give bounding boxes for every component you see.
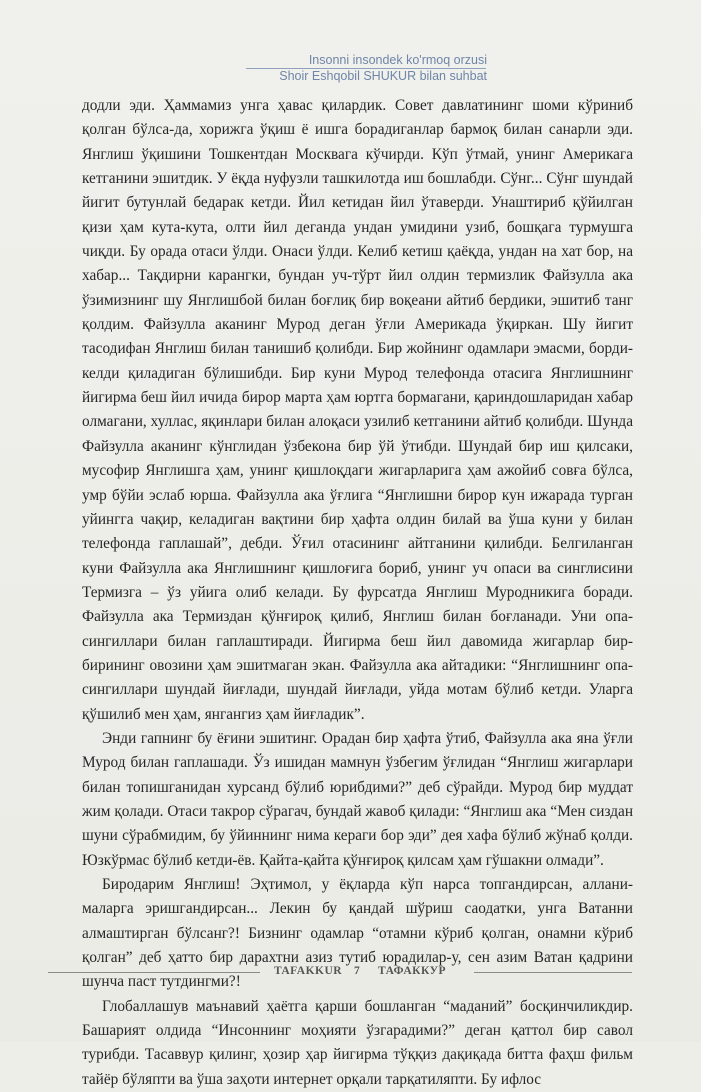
page-footer xyxy=(48,963,632,983)
header-subtitle: Shoir Eshqobil SHUKUR bilan suhbat xyxy=(279,69,487,83)
footer-rule-right xyxy=(474,972,632,973)
paragraph: додли эди. Ҳаммамиз унга ҳавас қилардик. Совет давлатининг шоми кўриниб қолган бўлса-да, хорижга ўқиш ё ишга борадиганлар бармоқ билан санарли эди. Янглиш ўқишини Тошкентдан Москвага кўчирди. Кўп ўтмай, унинг Америкага кетганини эшитдик. У ёқда нуфузли ташкилотда иш бошлабди. Сўнг... Сўнг шундай йигит бутунлай бедарак кетди. Йил кетидан йил ўтаверди. Унаштириб қўйилган қизи ҳам кута-кута, олти йил деганда ундан умидини узиб, бошқага турмушга чиқди. Бу орада отаси ўлди. Онаси ўлди. Келиб кетиш қаёқда, ундан на хат бор, на хабар... Тақдирни карангки, бундан уч-тўрт йил олдин термизлик Файзулла ака ўзимизнинг шу Янглишбой билан боғлиқ бир воқеани айтиб бердики, эшитиб танг қолдим. Файзулла аканинг Мурод деган ўғли Америкада ўқиркан. Шу йигит тасодифан Янглиш билан танишиб қолибди. Бир жойнинг одамлари эмасми, борди-келди қиладиган бўлишибди. Бир куни Мурод телефонда отасига Янглишнинг йигирма беш йил ичида бирор марта ҳам юртга бормагани, қариндошларидан хабар олмагани, хуллас, яқинлари билан алоқаси узилиб кетганини айтиб қолибди. Шунда Файзулла аканинг кўнглидан ўзбекона бир ўй ўтибди. Шундай бир иш қилсаки, мусофир Янглишга ҳам, унинг қишлоқдаги жигарларига ҳам ажойиб совға бўлса, умр бўйи эслаб юрша. Файзулла ака ўғлига “Янглишни бирор кун ижарада турган уйингга чақир, келадиган вақтини бир ҳафта олдин билай ва ўша куни у билан телефонда гаплашай”, дебди. Ўғил отасининг айтганини қилибди. Белгиланган куни Файзулла ака Янглишнинг қишлоғига бориб, унинг уч опаси ва синглисини Термизга – ўз уйига олиб келади. Бу фурсатда Янглиш Муродникига боради. Файзулла ака Термиздан қўнғироқ қилиб, Янглиш билан боғланади. Уни опа-сингиллари билан гаплаштиради. Йигирма беш йил давомида жигарлар бир-бирининг овозини ҳам эшитмаган экан. Файзулла ака айтадики: “Янглишнинг опа-сингиллари шундай йиғлади, шундай йиғлади, уйда мотам бўлиб кетди. Уларга қўшилиб мен ҳам, янгангиз ҳам йиғладик”. xyxy=(82,97,633,723)
page-number: 7 xyxy=(354,965,361,977)
footer-label-cyrillic: ТАФАККУР xyxy=(378,965,447,977)
paragraph: Биродарим Янглиш! Эҳтимол, у ёқларда кўп нарса топгандирсан, аллани-маларга эришгандирсан... Лекин бу қандай шўриш саодатки, унга Ватанни алмаштирган бўлсанг?! Бизнинг одамлар “отамни кўриб қолган, онамни кўриб қолган” деб ҳатто бир дарахтни азиз тутиб юрадилар-у, сен азим Ватан қадрини шунча паст тутдингми?! xyxy=(82,876,633,991)
footer-rule-left xyxy=(48,972,260,973)
header-divider xyxy=(246,68,486,69)
paragraph: Глобаллашув маънавий ҳаётга қарши бошланган “маданий” босқинчиликдир. Башарият олдида “Инсоннинг моҳияти ўзгарадими?” деган қаттол бир савол турибди. Тасаввур қилинг, ҳозир ҳар йигирма тўққиз дақиқада битта фаҳш фильм тайёр бўляпти ва ўша заҳоти интернет орқали тарқатиляпти. Бу ифлос xyxy=(82,997,633,1088)
article-body xyxy=(82,94,633,1092)
paragraph: Энди гапнинг бу ёғини эшитинг. Орадан бир ҳафта ўтиб, Файзулла ака яна ўғли Мурод билан гаплашади. Ўз ишидан мамнун ўзбегим ўғлидан “Янглиш жигарлари билан топишганидан хурсанд бўлиб юрибдими?” деб сўрайди. Мурод бир муддат жим қолади. Отаси такрор сўрагач, бундай жавоб қилади: “Янглиш ака “Мен сиздан шуни сўрабмидим, бу ўйиннинг нима кераги бор эди” дея хафа бўлиб жўнаб қолди. Юзкўрмас бўлиб кетди-ёв. Қайта-қайта қўнғироқ қилсам ҳам гўшакни олмади”. xyxy=(82,729,633,869)
footer-label-latin: TAFAKKUR xyxy=(274,965,343,977)
header-title: Insonni insondek ko'rmoq orzusi xyxy=(308,53,487,67)
